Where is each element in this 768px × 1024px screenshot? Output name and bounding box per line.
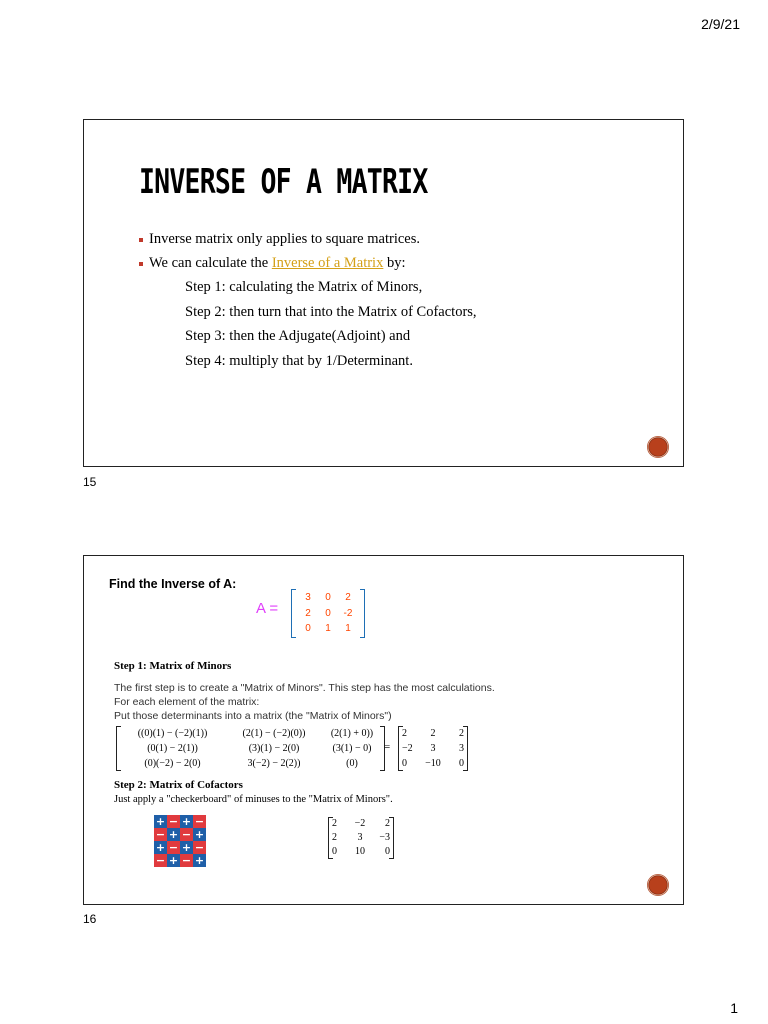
matrix-cell: (0) (346, 758, 358, 769)
bullet-2-suffix: by: (383, 255, 406, 271)
slide-ornament-icon (647, 436, 669, 458)
matrix-cell: 3 (305, 592, 311, 603)
checker-cell: + (168, 854, 179, 867)
matrix-row (332, 845, 390, 859)
matrix-cell: 2 (305, 607, 311, 619)
checker-cell: − (168, 815, 179, 828)
matrix-row (298, 606, 358, 622)
matrix-cell: (3(1) − 0) (332, 743, 372, 754)
matrix-row (298, 590, 358, 606)
matrix-row (120, 756, 381, 771)
cofactor-matrix (328, 817, 394, 859)
matrix-cell: -2 (343, 607, 353, 619)
matrix-cell: 2 (332, 818, 337, 829)
matrix-cell: 0 (305, 623, 311, 634)
step1-line-1: The first step is to create a "Matrix of Minors". This step has the most calculations. (114, 682, 495, 694)
inverse-matrix-link[interactable]: Inverse of a Matrix (271, 255, 384, 271)
step-1: Step 1: calculating the Matrix of Minors, (185, 279, 423, 295)
slide-number-15: 15 (83, 475, 97, 489)
matrix-cell: (2(1) − (−2)(0)) (242, 728, 306, 739)
checker-cell: + (181, 841, 192, 854)
matrix-cell: 0 (402, 758, 407, 769)
matrix-row (120, 741, 381, 756)
slide-ornament-icon (647, 874, 669, 896)
checker-cell: − (181, 854, 192, 867)
bullet-icon (139, 262, 143, 266)
slide-heading: Find the Inverse of A: (109, 577, 237, 591)
slide-title: INVERSE OF A MATRIX (139, 162, 428, 202)
checker-cell: + (155, 841, 166, 854)
matrix-row (402, 741, 464, 756)
matrix-cell: 0 (385, 846, 390, 857)
matrix-cell: 1 (325, 623, 331, 634)
step-2: Step 2: then turn that into the Matrix of Cofactors, (185, 304, 477, 320)
matrix-cell: (0(1) − 2(1)) (147, 743, 198, 754)
step2-line: Just apply a "checkerboard" of minuses to the "Matrix of Minors". (114, 794, 393, 805)
checker-cell: − (168, 841, 179, 854)
bullet-1 (139, 231, 420, 248)
slide-number-16: 16 (83, 912, 97, 926)
bullet-icon (139, 238, 143, 242)
matrix-cell: 10 (355, 846, 365, 857)
equals-sign: = (384, 741, 391, 753)
checker-cell: − (155, 854, 166, 867)
slide-16 (83, 555, 684, 905)
step1-line-2: For each element of the matrix: (114, 696, 260, 708)
matrix-cell: 2 (345, 592, 351, 603)
matrix-a-label: A = (256, 600, 279, 617)
matrix-row (298, 621, 358, 637)
matrix-cell: 0 (459, 758, 464, 769)
checker-cell: − (194, 815, 205, 828)
checker-cell: − (155, 828, 166, 841)
matrix-cell: −2 (354, 818, 366, 829)
matrix-row (402, 756, 464, 771)
bullet-2-text: We can calculate the (149, 255, 272, 271)
checker-cell: + (168, 828, 179, 841)
checker-cell: + (155, 815, 166, 828)
step-4: Step 4: multiply that by 1/Determinant. (185, 353, 413, 369)
checker-cell: + (181, 815, 192, 828)
matrix-cell: 2 (459, 728, 464, 739)
step-3: Step 3: then the Adjugate(Adjoint) and (185, 328, 411, 344)
matrix-cell: ((0)(1) − (−2)(1)) (137, 728, 208, 739)
matrix-cell: −2 (402, 743, 413, 754)
matrix-cell: 2 (385, 818, 390, 829)
bullet-2 (139, 255, 406, 272)
matrix-cell: 3(−2) − 2(2)) (247, 758, 301, 769)
matrix-cell: 0 (325, 592, 331, 603)
step1-title: Step 1: Matrix of Minors (114, 660, 232, 672)
matrix-cell: 2 (402, 728, 407, 739)
checker-cell: − (181, 828, 192, 841)
page-date: 2/9/21 (701, 16, 740, 32)
step1-line-3: Put those determinants into a matrix (the "Matrix of Minors") (114, 710, 392, 722)
matrix-cell: −10 (425, 758, 441, 769)
matrix-row (120, 726, 381, 741)
checker-cell: + (194, 828, 205, 841)
matrix-cell: 3 (357, 832, 363, 843)
matrix-cell: 1 (345, 623, 351, 634)
matrix-cell: (3)(1) − 2(0) (248, 743, 300, 754)
matrix-cell: −3 (379, 832, 390, 843)
checker-cell: + (194, 854, 205, 867)
checkerboard-grid (154, 815, 206, 867)
step2-title: Step 2: Matrix of Cofactors (114, 779, 243, 791)
minors-calculation (116, 726, 385, 771)
matrix-cell: (0)(−2) − 2(0) (144, 758, 201, 769)
minors-result (398, 726, 468, 771)
matrix-cell: 2 (430, 728, 436, 739)
matrix-cell: 3 (459, 743, 464, 754)
matrix-a (291, 589, 365, 638)
checker-cell: − (194, 841, 205, 854)
matrix-cell: 2 (332, 832, 337, 843)
page-number: 1 (730, 1000, 738, 1016)
slide-15 (83, 119, 684, 467)
matrix-cell: 3 (430, 743, 436, 754)
matrix-row (332, 831, 390, 845)
matrix-row (332, 817, 390, 831)
matrix-cell: 0 (332, 846, 337, 857)
matrix-cell: 0 (325, 607, 331, 619)
matrix-row (402, 726, 464, 741)
matrix-cell: (2(1) + 0)) (330, 728, 374, 739)
bullet-1-text: Inverse matrix only applies to square matrices. (149, 231, 420, 247)
